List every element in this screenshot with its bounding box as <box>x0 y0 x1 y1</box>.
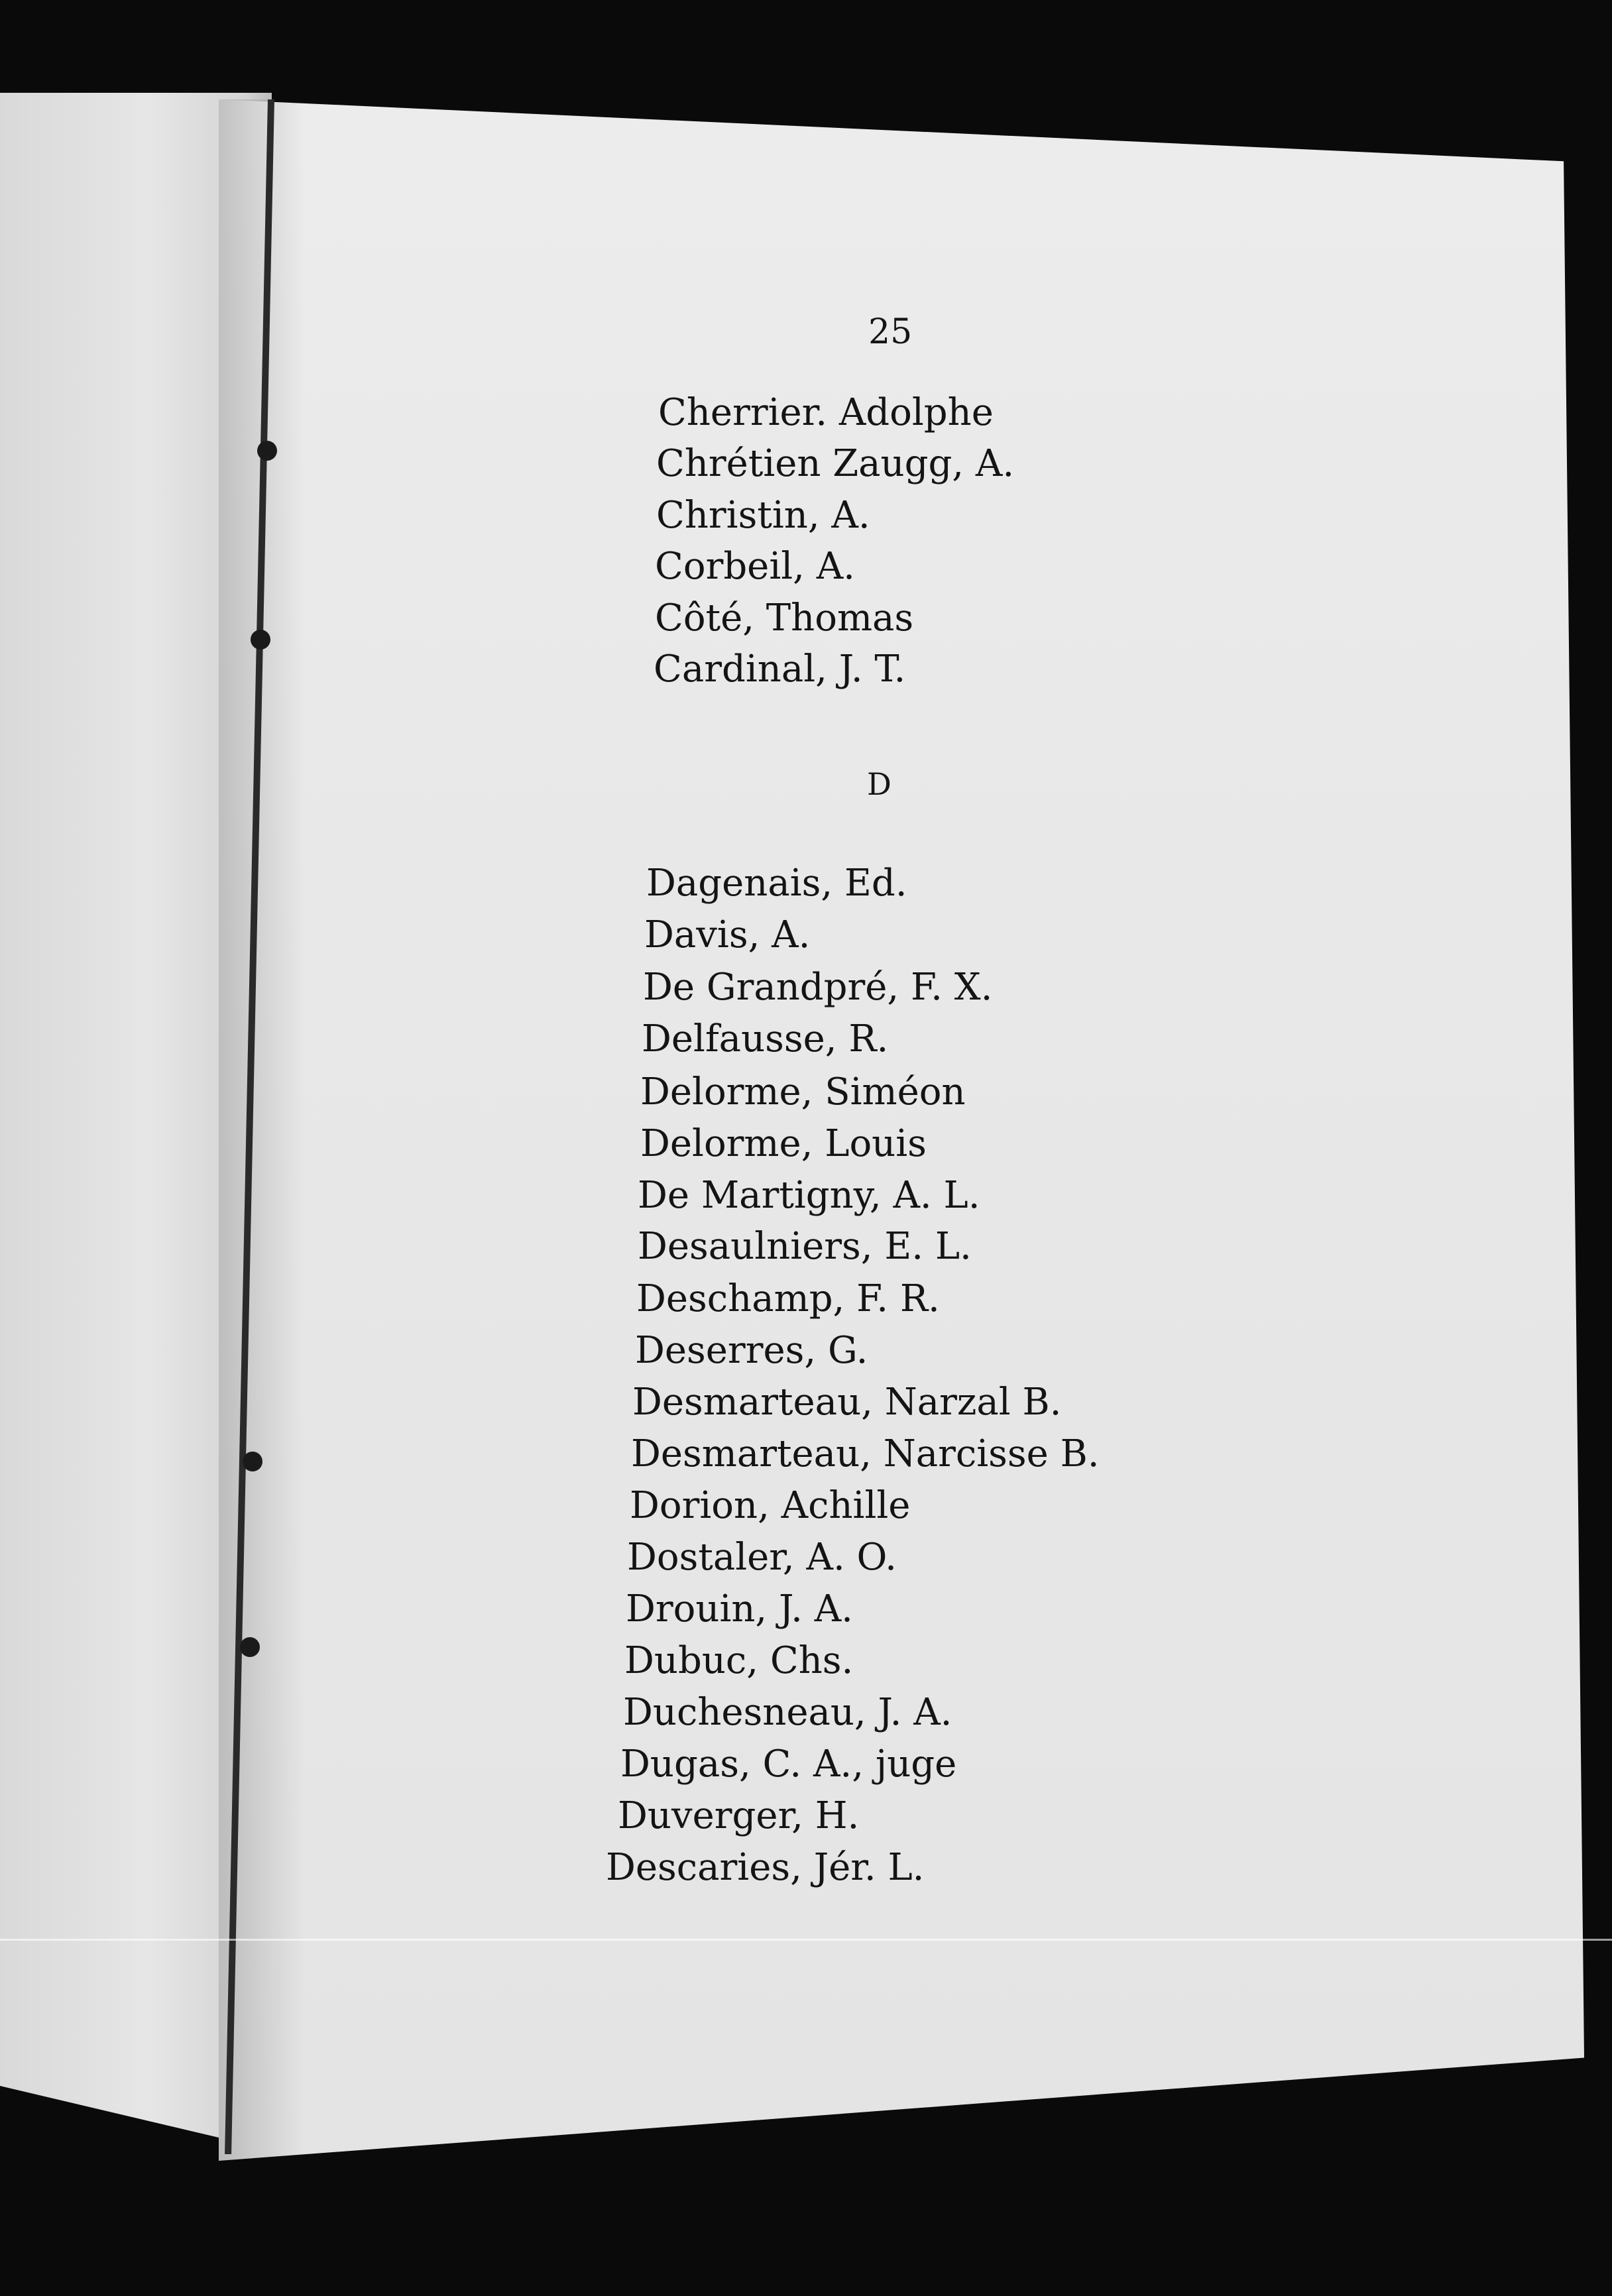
list-item: Cardinal, J. T. <box>654 648 906 691</box>
list-item: Desmarteau, Narzal B. <box>632 1381 1062 1424</box>
page-number: 25 <box>868 312 913 352</box>
list-item: Côté, Thomas <box>655 597 914 640</box>
list-item: Duchesneau, J. A. <box>623 1691 952 1734</box>
list-item: Dugas, C. A., juge <box>620 1743 957 1786</box>
list-item: Duverger, H. <box>618 1794 860 1837</box>
list-item: Dorion, Achille <box>630 1484 911 1527</box>
scan-artifact-line <box>0 1939 1612 1941</box>
stitch-hole <box>257 441 277 461</box>
list-item: Delorme, Siméon <box>640 1070 966 1114</box>
stitch-hole <box>240 1637 260 1657</box>
list-item: Deserres, G. <box>635 1329 868 1372</box>
section-heading: D <box>867 766 892 802</box>
stitch-hole <box>251 630 270 650</box>
list-item: Christin, A. <box>656 494 870 537</box>
stitch-hole <box>243 1452 262 1471</box>
list-item: Dubuc, Chs. <box>624 1639 854 1682</box>
list-item: Deschamp, F. R. <box>636 1277 940 1320</box>
list-item: Chrétien Zaugg, A. <box>656 442 1015 485</box>
list-item: Dagenais, Ed. <box>646 862 907 905</box>
list-item: Dostaler, A. O. <box>627 1536 897 1579</box>
list-item: Delorme, Louis <box>640 1122 927 1165</box>
list-item: De Martigny, A. L. <box>638 1174 980 1217</box>
list-item: Cherrier. Adolphe <box>658 391 994 434</box>
list-item: Drouin, J. A. <box>626 1587 853 1631</box>
list-item: Davis, A. <box>644 913 811 956</box>
list-item: De Grandpré, F. X. <box>643 966 993 1009</box>
list-item: Desmarteau, Narcisse B. <box>631 1432 1100 1475</box>
list-item: Desaulniers, E. L. <box>638 1225 972 1268</box>
list-item: Descaries, Jér. L. <box>606 1846 925 1889</box>
list-item: Corbeil, A. <box>655 545 855 588</box>
list-item: Delfausse, R. <box>642 1017 889 1061</box>
